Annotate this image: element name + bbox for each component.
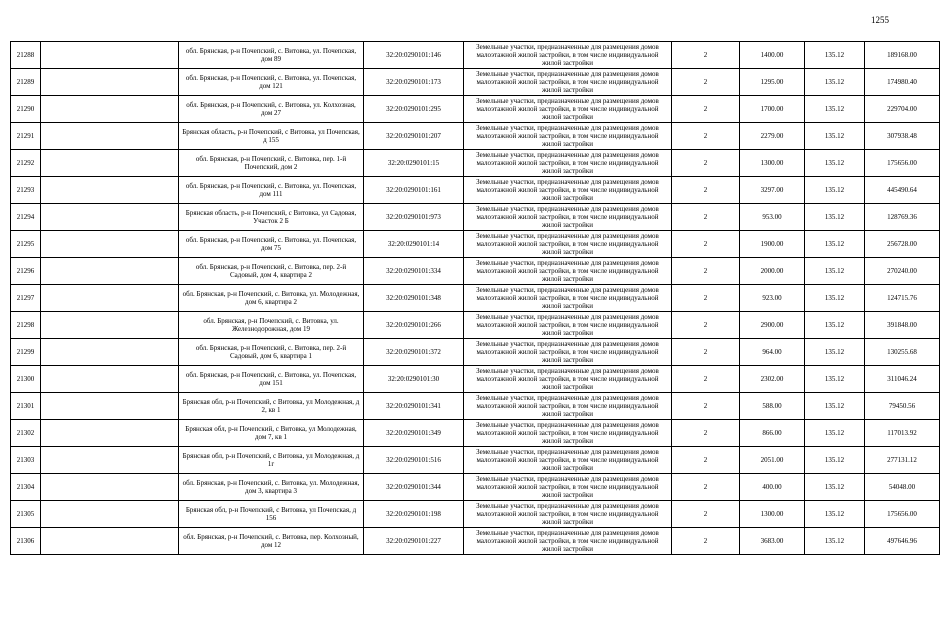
row-number-cell: 21292 [11,150,41,177]
specific-value-cell: 135.12 [805,42,865,69]
cadastral-number-cell: 32:20:0290101:173 [364,69,464,96]
area-cell: 1900.00 [740,231,805,258]
cadastral-value-cell: 128769.36 [865,204,940,231]
category-cell: 2 [672,285,740,312]
table-row [11,312,940,339]
cadastral-value-cell: 174980.40 [865,69,940,96]
row-number-cell: 21288 [11,42,41,69]
specific-value-cell: 135.12 [805,258,865,285]
empty-cell [41,501,179,528]
specific-value-cell: 135.12 [805,150,865,177]
cadastral-value-cell: 175656.00 [865,150,940,177]
empty-cell [41,150,179,177]
cadastral-value-cell: 124715.76 [865,285,940,312]
permitted-use-cell: Земельные участки, предназначенные для размещения домов малоэтажной жилой застройки, в том числе индивидуальной жилой застройки [464,123,672,150]
permitted-use-cell: Земельные участки, предназначенные для размещения домов малоэтажной жилой застройки, в том числе индивидуальной жилой застройки [464,393,672,420]
area-cell: 1295.00 [740,69,805,96]
row-number-cell: 21302 [11,420,41,447]
cadastral-value-cell: 130255.68 [865,339,940,366]
page-number: 1255 [871,15,889,25]
cadastral-number-cell: 32:20:0290101:341 [364,393,464,420]
cadastral-number-cell: 32:20:0290101:295 [364,96,464,123]
category-cell: 2 [672,420,740,447]
category-cell: 2 [672,150,740,177]
category-cell: 2 [672,312,740,339]
area-cell: 2900.00 [740,312,805,339]
area-cell: 1700.00 [740,96,805,123]
table-row [11,285,940,312]
category-cell: 2 [672,204,740,231]
cadastral-number-cell: 32:20:0290101:198 [364,501,464,528]
cadastral-number-cell: 32:20:0290101:334 [364,258,464,285]
category-cell: 2 [672,231,740,258]
cadastral-number-cell: 32:20:0290101:227 [364,528,464,555]
empty-cell [41,231,179,258]
permitted-use-cell: Земельные участки, предназначенные для размещения домов малоэтажной жилой застройки, в том числе индивидуальной жилой застройки [464,96,672,123]
address-cell: обл. Брянская, р-н Почепский, с. Витовка, ул. Колхозная, дом 27 [179,96,364,123]
table-row [11,393,940,420]
row-number-cell: 21303 [11,447,41,474]
address-cell: обл. Брянская, р-н Почепский, с. Витовка, пер. 2-й Садовый, дом 6, квартира 1 [179,339,364,366]
table-row [11,204,940,231]
area-cell: 2051.00 [740,447,805,474]
empty-cell [41,528,179,555]
row-number-cell: 21294 [11,204,41,231]
area-cell: 2302.00 [740,366,805,393]
address-cell: Брянская обл, р-н Почепский, с Витовка, ул Молодежная, д 2, кв 1 [179,393,364,420]
permitted-use-cell: Земельные участки, предназначенные для размещения домов малоэтажной жилой застройки, в том числе индивидуальной жилой застройки [464,69,672,96]
cadastral-number-cell: 32:20:0290101:344 [364,474,464,501]
cadastral-value-cell: 256728.00 [865,231,940,258]
cadastral-number-cell: 32:20:0290101:348 [364,285,464,312]
empty-cell [41,42,179,69]
specific-value-cell: 135.12 [805,123,865,150]
permitted-use-cell: Земельные участки, предназначенные для размещения домов малоэтажной жилой застройки, в том числе индивидуальной жилой застройки [464,474,672,501]
cadastral-value-cell: 189168.00 [865,42,940,69]
cadastral-number-cell: 32:20:0290101:14 [364,231,464,258]
row-number-cell: 21289 [11,69,41,96]
cadastral-value-cell: 270240.00 [865,258,940,285]
area-cell: 3297.00 [740,177,805,204]
address-cell: Брянская обл, р-н Почепский, с Витовка, ул Почепская, д 156 [179,501,364,528]
category-cell: 2 [672,69,740,96]
empty-cell [41,420,179,447]
empty-cell [41,339,179,366]
area-cell: 588.00 [740,393,805,420]
address-cell: обл. Брянская, р-н Почепский, с. Витовка, ул. Почепская, дом 111 [179,177,364,204]
specific-value-cell: 135.12 [805,447,865,474]
permitted-use-cell: Земельные участки, предназначенные для размещения домов малоэтажной жилой застройки, в том числе индивидуальной жилой застройки [464,501,672,528]
specific-value-cell: 135.12 [805,339,865,366]
cadastral-number-cell: 32:20:0290101:146 [364,42,464,69]
area-cell: 1400.00 [740,42,805,69]
cadastral-number-cell: 32:20:0290101:372 [364,339,464,366]
specific-value-cell: 135.12 [805,177,865,204]
row-number-cell: 21295 [11,231,41,258]
row-number-cell: 21291 [11,123,41,150]
area-cell: 1300.00 [740,501,805,528]
cadastral-number-cell: 32:20:0290101:973 [364,204,464,231]
permitted-use-cell: Земельные участки, предназначенные для размещения домов малоэтажной жилой застройки, в том числе индивидуальной жилой застройки [464,447,672,474]
cadastral-value-cell: 311046.24 [865,366,940,393]
address-cell: обл. Брянская, р-н Почепский, с. Витовка, ул. Почепская, дом 75 [179,231,364,258]
row-number-cell: 21297 [11,285,41,312]
category-cell: 2 [672,366,740,393]
row-number-cell: 21304 [11,474,41,501]
cadastral-number-cell: 32:20:0290101:349 [364,420,464,447]
cadastral-value-cell: 79450.56 [865,393,940,420]
cadastral-number-cell: 32:20:0290101:516 [364,447,464,474]
empty-cell [41,69,179,96]
area-cell: 2279.00 [740,123,805,150]
row-number-cell: 21301 [11,393,41,420]
specific-value-cell: 135.12 [805,69,865,96]
row-number-cell: 21293 [11,177,41,204]
specific-value-cell: 135.12 [805,528,865,555]
permitted-use-cell: Земельные участки, предназначенные для размещения домов малоэтажной жилой застройки, в том числе индивидуальной жилой застройки [464,231,672,258]
cadastral-value-cell: 445490.64 [865,177,940,204]
specific-value-cell: 135.12 [805,204,865,231]
table-row [11,420,940,447]
table-row [11,69,940,96]
empty-cell [41,312,179,339]
category-cell: 2 [672,123,740,150]
cadastral-value-cell: 497646.96 [865,528,940,555]
category-cell: 2 [672,339,740,366]
specific-value-cell: 135.12 [805,312,865,339]
area-cell: 923.00 [740,285,805,312]
row-number-cell: 21300 [11,366,41,393]
address-cell: обл. Брянская, р-н Почепский, с. Витовка, ул. Почепская, дом 89 [179,42,364,69]
table-row [11,501,940,528]
table-row [11,150,940,177]
cadastral-number-cell: 32:20:0290101:15 [364,150,464,177]
empty-cell [41,204,179,231]
permitted-use-cell: Земельные участки, предназначенные для размещения домов малоэтажной жилой застройки, в том числе индивидуальной жилой застройки [464,258,672,285]
address-cell: обл. Брянская, р-н Почепский, с. Витовка, ул. Молодежная, дом 6, квартира 2 [179,285,364,312]
table-row [11,258,940,285]
cadastral-number-cell: 32:20:0290101:266 [364,312,464,339]
empty-cell [41,393,179,420]
address-cell: обл. Брянская, р-н Почепский, с. Витовка, ул. Молодежная, дом 3, квартира 3 [179,474,364,501]
permitted-use-cell: Земельные участки, предназначенные для размещения домов малоэтажной жилой застройки, в том числе индивидуальной жилой застройки [464,366,672,393]
cadastral-number-cell: 32:20:0290101:161 [364,177,464,204]
cadastral-value-cell: 307938.48 [865,123,940,150]
specific-value-cell: 135.12 [805,285,865,312]
address-cell: обл. Брянская, р-н Почепский, с. Витовка, ул. Почепская, дом 151 [179,366,364,393]
empty-cell [41,177,179,204]
row-number-cell: 21298 [11,312,41,339]
permitted-use-cell: Земельные участки, предназначенные для размещения домов малоэтажной жилой застройки, в том числе индивидуальной жилой застройки [464,339,672,366]
table-row [11,447,940,474]
category-cell: 2 [672,393,740,420]
category-cell: 2 [672,501,740,528]
cadastral-value-cell: 117013.92 [865,420,940,447]
row-number-cell: 21290 [11,96,41,123]
cadastral-value-table [10,41,940,555]
area-cell: 2000.00 [740,258,805,285]
table-row [11,339,940,366]
row-number-cell: 21299 [11,339,41,366]
row-number-cell: 21296 [11,258,41,285]
empty-cell [41,123,179,150]
address-cell: обл. Брянская, р-н Почепский, с. Витовка, пер. 1-й Почепский, дом 2 [179,150,364,177]
permitted-use-cell: Земельные участки, предназначенные для размещения домов малоэтажной жилой застройки, в том числе индивидуальной жилой застройки [464,528,672,555]
area-cell: 1300.00 [740,150,805,177]
table-row [11,123,940,150]
empty-cell [41,447,179,474]
table-row [11,528,940,555]
cadastral-value-cell: 229704.00 [865,96,940,123]
category-cell: 2 [672,177,740,204]
empty-cell [41,474,179,501]
specific-value-cell: 135.12 [805,501,865,528]
address-cell: Брянская обл, р-н Почепский, с Витовка, ул Молодежная, дом 7, кв 1 [179,420,364,447]
specific-value-cell: 135.12 [805,366,865,393]
table-row [11,42,940,69]
specific-value-cell: 135.12 [805,96,865,123]
specific-value-cell: 135.12 [805,393,865,420]
cadastral-number-cell: 32:20:0290101:207 [364,123,464,150]
permitted-use-cell: Земельные участки, предназначенные для размещения домов малоэтажной жилой застройки, в том числе индивидуальной жилой застройки [464,150,672,177]
category-cell: 2 [672,96,740,123]
area-cell: 964.00 [740,339,805,366]
table-body [11,42,940,555]
address-cell: обл. Брянская, р-н Почепский, с. Витовка, пер. 2-й Садовый, дом 4, квартира 2 [179,258,364,285]
specific-value-cell: 135.12 [805,420,865,447]
cadastral-value-cell: 391848.00 [865,312,940,339]
area-cell: 3683.00 [740,528,805,555]
table-row [11,474,940,501]
cadastral-value-cell: 54048.00 [865,474,940,501]
category-cell: 2 [672,447,740,474]
category-cell: 2 [672,474,740,501]
row-number-cell: 21306 [11,528,41,555]
table-row [11,96,940,123]
permitted-use-cell: Земельные участки, предназначенные для размещения домов малоэтажной жилой застройки, в том числе индивидуальной жилой застройки [464,204,672,231]
row-number-cell: 21305 [11,501,41,528]
category-cell: 2 [672,258,740,285]
empty-cell [41,366,179,393]
cadastral-number-cell: 32:20:0290101:30 [364,366,464,393]
permitted-use-cell: Земельные участки, предназначенные для размещения домов малоэтажной жилой застройки, в том числе индивидуальной жилой застройки [464,420,672,447]
area-cell: 866.00 [740,420,805,447]
permitted-use-cell: Земельные участки, предназначенные для размещения домов малоэтажной жилой застройки, в том числе индивидуальной жилой застройки [464,42,672,69]
empty-cell [41,258,179,285]
address-cell: обл. Брянская, р-н Почепский, с. Витовка, ул. Железнодорожная, дом 19 [179,312,364,339]
area-cell: 953.00 [740,204,805,231]
empty-cell [41,285,179,312]
address-cell: Брянская обл, р-н Почепский, с Витовка, ул Молодежная, д 1г [179,447,364,474]
address-cell: обл. Брянская, р-н Почепский, с. Витовка, ул. Почепская, дом 121 [179,69,364,96]
permitted-use-cell: Земельные участки, предназначенные для размещения домов малоэтажной жилой застройки, в том числе индивидуальной жилой застройки [464,177,672,204]
cadastral-value-cell: 277131.12 [865,447,940,474]
category-cell: 2 [672,42,740,69]
address-cell: Брянская область, р-н Почепский, с Витовка, ул Почепская, д 155 [179,123,364,150]
cadastral-value-cell: 175656.00 [865,501,940,528]
category-cell: 2 [672,528,740,555]
specific-value-cell: 135.12 [805,231,865,258]
table-row [11,366,940,393]
specific-value-cell: 135.12 [805,474,865,501]
area-cell: 400.00 [740,474,805,501]
empty-cell [41,96,179,123]
address-cell: обл. Брянская, р-н Почепский, с. Витовка, пер. Колхозный, дом 12 [179,528,364,555]
address-cell: Брянская область, р-н Почепский, с Витовка, ул Садовая, Участок 2 Б [179,204,364,231]
permitted-use-cell: Земельные участки, предназначенные для размещения домов малоэтажной жилой застройки, в том числе индивидуальной жилой застройки [464,312,672,339]
table-row [11,177,940,204]
table-row [11,231,940,258]
permitted-use-cell: Земельные участки, предназначенные для размещения домов малоэтажной жилой застройки, в том числе индивидуальной жилой застройки [464,285,672,312]
